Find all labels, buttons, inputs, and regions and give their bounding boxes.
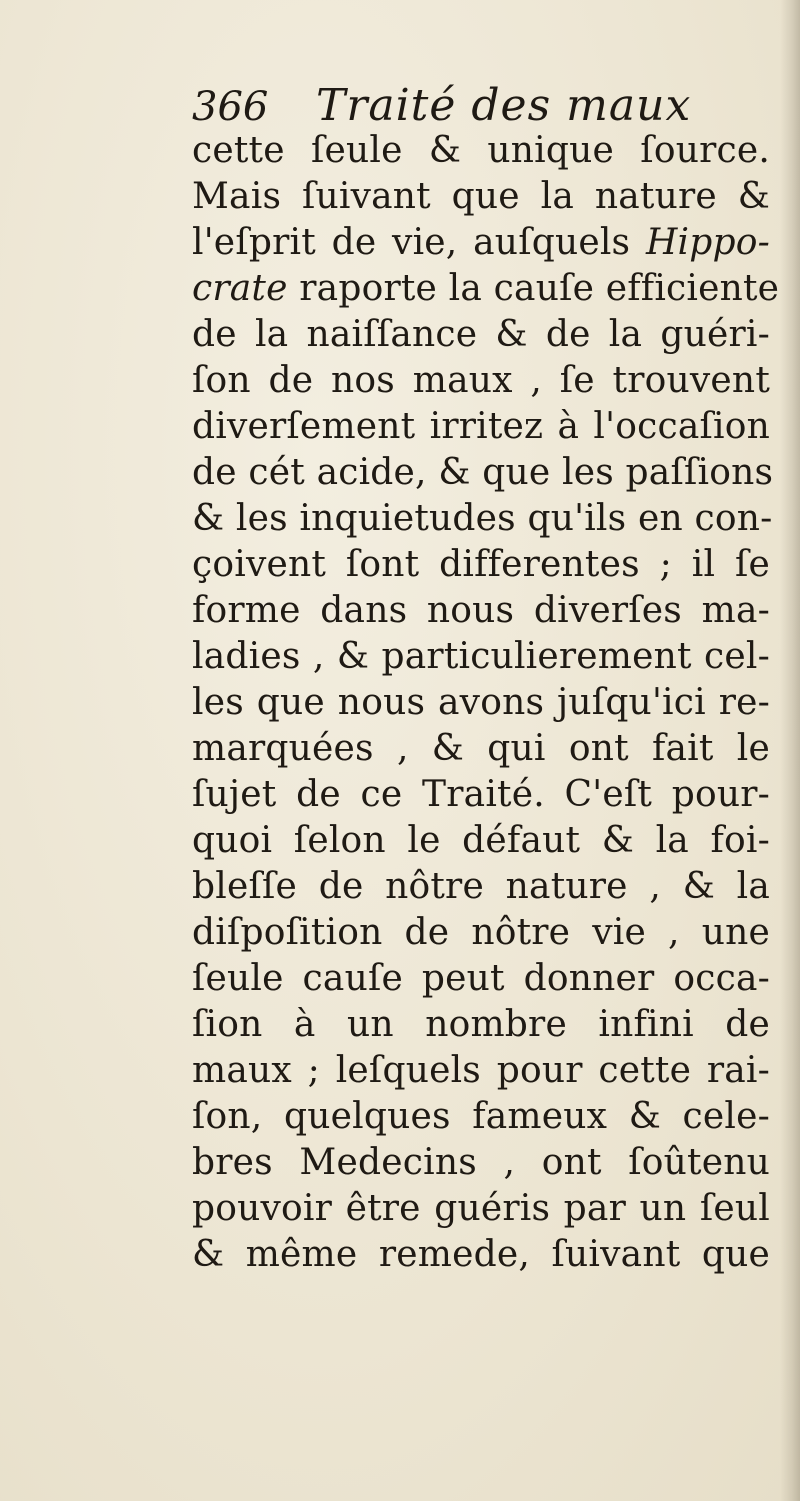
text-segment: & même remede, ſuivant que	[192, 1234, 770, 1275]
text-line	[192, 910, 770, 956]
text-line	[192, 1232, 770, 1278]
text-line	[192, 634, 770, 680]
page-header	[192, 78, 752, 134]
text-line	[192, 726, 770, 772]
text-line	[192, 680, 770, 726]
text-segment: cette ſeule & unique ſource.	[192, 130, 770, 171]
text-segment: ladies , & particulierement cel-	[192, 636, 770, 677]
text-segment: diſpoſition de nôtre vie , une	[192, 912, 770, 953]
text-segment: quoi ſelon le défaut & la foi-	[192, 820, 770, 861]
text-segment: pouvoir être guéris par un ſeul	[192, 1188, 770, 1229]
text-line	[192, 174, 770, 220]
text-line	[192, 1094, 770, 1140]
italic-text-segment: crate	[192, 268, 288, 309]
text-line	[192, 404, 770, 450]
text-segment: l'eſprit de vie, auſquels	[192, 222, 646, 263]
page-number: 366	[192, 84, 269, 130]
text-segment: diverſement irritez à l'occaſion	[192, 406, 770, 447]
text-segment: ſon de nos maux , ſe trouvent	[192, 360, 770, 401]
text-segment: de la naiſſance & de la guéri-	[192, 314, 770, 355]
text-line	[192, 358, 770, 404]
text-line	[192, 496, 773, 542]
text-line	[192, 312, 770, 358]
body-text	[192, 128, 780, 1278]
text-segment: forme dans nous diverſes ma-	[192, 590, 770, 631]
running-title: Traité des maux	[316, 80, 692, 131]
text-line	[192, 1002, 770, 1048]
text-segment: maux ; leſquels pour cette rai-	[192, 1050, 770, 1091]
text-segment: bres Medecins , ont ſoûtenu	[192, 1142, 770, 1183]
text-line	[192, 542, 770, 588]
text-segment: de cét acide, & que les paſſions	[192, 452, 774, 493]
text-line	[192, 956, 770, 1002]
text-segment: & les inquietudes qu'ils en con-	[192, 498, 773, 539]
text-segment: marquées , & qui ont fait le	[192, 728, 770, 769]
text-line	[192, 1048, 770, 1094]
text-segment: raporte la cauſe efficiente	[287, 268, 780, 309]
text-segment: les que nous avons juſqu'ici re-	[192, 682, 770, 723]
text-line	[192, 772, 770, 818]
text-segment: bleſſe de nôtre nature , & la	[192, 866, 770, 907]
text-line	[192, 588, 770, 634]
text-segment: Mais ſuivant que la nature &	[192, 176, 770, 217]
text-line	[192, 450, 774, 496]
text-line	[192, 1186, 770, 1232]
page-edge-shadow	[780, 0, 800, 1501]
text-segment: ſion à un nombre infini de	[192, 1004, 770, 1045]
text-segment: ſeule cauſe peut donner occa-	[192, 958, 770, 999]
text-line	[192, 864, 770, 910]
italic-text-segment: Hippo-	[645, 222, 770, 263]
text-line	[192, 818, 770, 864]
text-line	[192, 128, 770, 174]
text-segment: çoivent ſont differentes ; il ſe	[192, 544, 770, 585]
text-segment: ſon, quelques fameux & cele-	[192, 1096, 770, 1137]
text-line	[192, 266, 780, 312]
text-segment: ſujet de ce Traité. C'eſt pour-	[192, 774, 770, 815]
text-line	[192, 220, 770, 266]
text-line	[192, 1140, 770, 1186]
